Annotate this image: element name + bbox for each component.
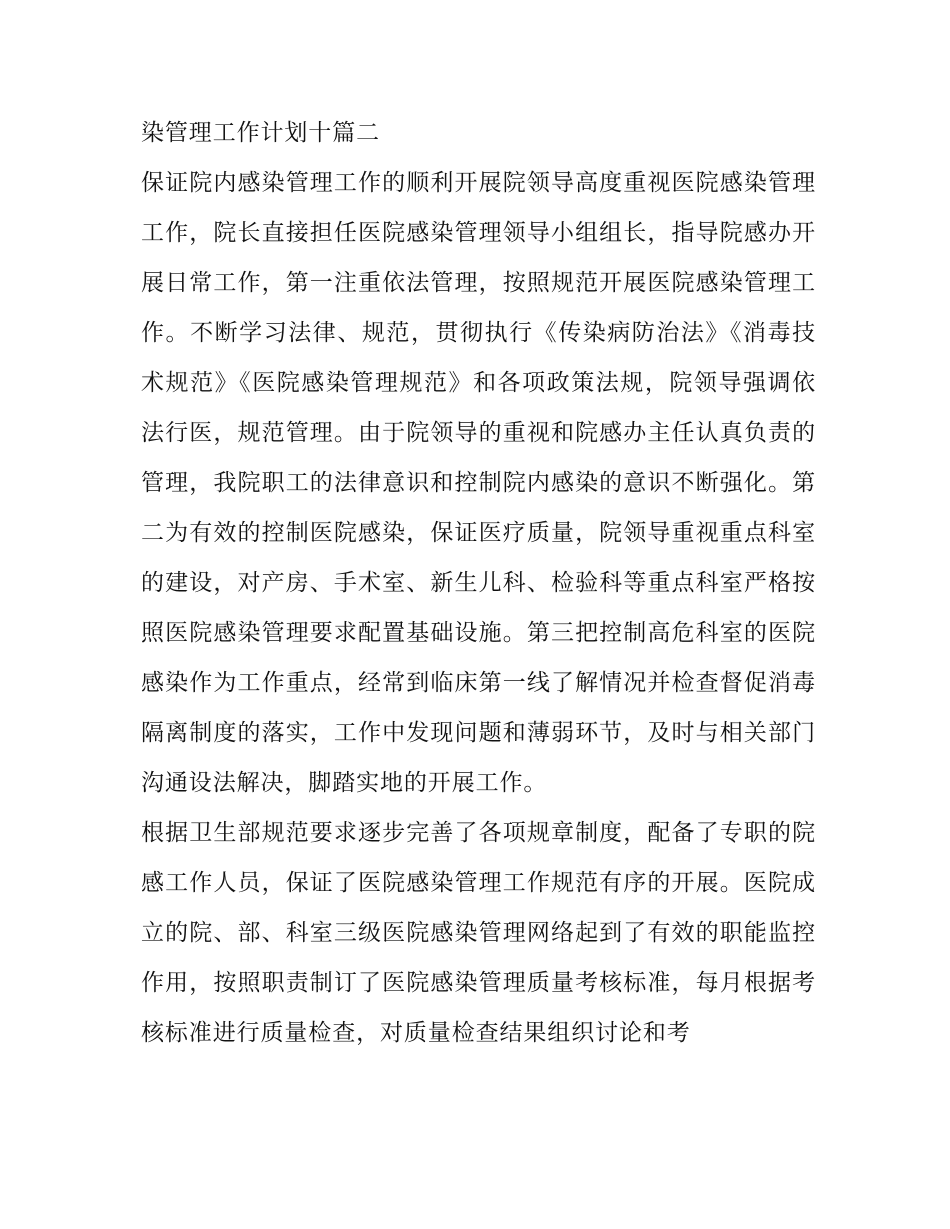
document-title: 染管理工作计划十篇二	[141, 120, 380, 146]
paragraph-regulations: 根据卫生部规范要求逐步完善了各项规章制度，配备了专职的院感工作人员，保证了医院感染管理工作规范有序的开展。医院成立的院、部、科室三级医院感染管理网络起到了有效的职能监控作用，按照职责制订了医院感染管理质量考核标准，每月根据考核标准进行质量检查，对质量检查结果组织讨论和考	[141, 820, 816, 1046]
paragraph-leadership: 保证院内感染管理工作的顺利开展院领导高度重视医院感染管理工作，院长直接担任医院感染管理领导小组组长，指导院感办开展日常工作，第一注重依法管理，按照规范开展医院感染管理工作。不断学习法律、规范，贯彻执行《传染病防治法》《消毒技术规范》《医院感染管理规范》和各项政策法规，院领导强调依法行医，规范管理。由于院领导的重视和院感办主任认真负责的管理，我院职工的法律意识和控制院内感染的意识不断强化。第二为有效的控制医院感染，保证医疗质量，院领导重视重点科室的建设，对产房、手术室、新生儿科、检验科等重点科室严格按照医院感染管理要求配置基础设施。第三把控制高危科室的医院感染作为工作重点，经常到临床第一线了解情况并检查督促消毒隔离制度的落实，工作中发现问题和薄弱环节，及时与相关部门沟通设法解决，脚踏实地的开展工作。	[141, 170, 816, 796]
document-body	[141, 108, 816, 1058]
